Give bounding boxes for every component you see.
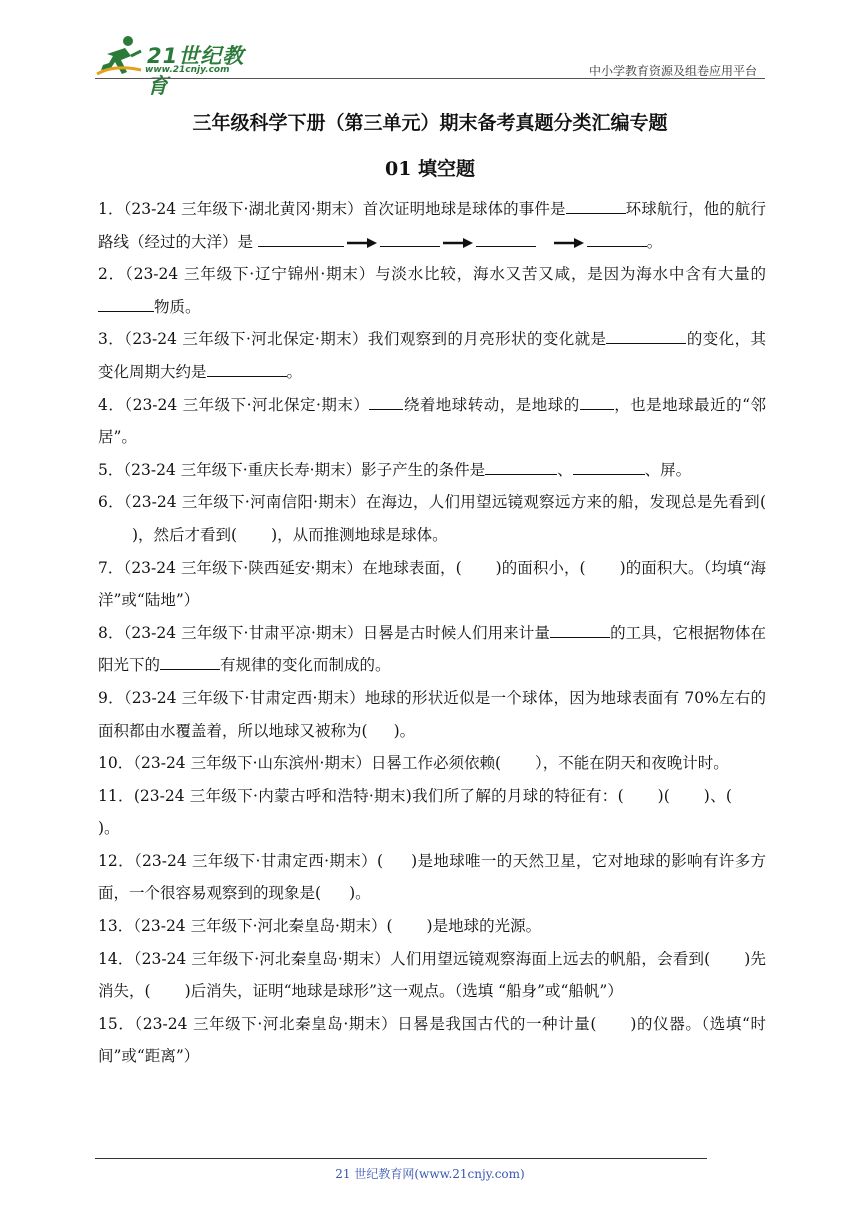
question-source: （23-24 三年级下·甘肃平凉·期末）: [123, 623, 363, 642]
question-number: 8．: [98, 623, 124, 642]
question-text: 环球航行，他的航行路线（经过的大洋）是: [98, 200, 766, 251]
question-number: 11．: [98, 786, 134, 805]
question-number: 13．: [98, 917, 134, 936]
question-1: [98, 193, 766, 258]
question-text: )、(: [703, 786, 732, 805]
question-8: [98, 617, 766, 682]
question-text: (: [377, 851, 384, 870]
question-text: 绕着地球转动，是地球的: [403, 395, 580, 414]
question-4: [98, 389, 766, 454]
answer-blank[interactable]: [573, 459, 645, 475]
question-text: )。: [98, 819, 120, 838]
question-text: 、屏。: [644, 460, 692, 479]
page-title: 三年级科学下册（第三单元）期末备考真题分类汇编专题: [192, 112, 668, 134]
question-text: )是地球的光源。: [426, 917, 542, 936]
arrow-right-icon: [443, 238, 473, 248]
question-14: [98, 943, 766, 1008]
question-source: （23-24 三年级下·重庆长寿·期末）: [123, 460, 362, 479]
page-header: [95, 30, 765, 98]
question-number: 2．: [98, 265, 126, 284]
question-2: [98, 258, 766, 323]
question-number: 12．: [98, 851, 134, 870]
answer-blank[interactable]: [160, 654, 220, 670]
question-10: [98, 747, 766, 780]
question-text: 我们所了解的月球的特征有：(: [411, 786, 624, 805]
question-number: 1．: [98, 200, 124, 218]
question-number: 14．: [98, 949, 134, 968]
question-source: （23-24 三年级下·辽宁锦州·期末）: [125, 265, 376, 284]
question-number: 4．: [98, 395, 125, 414]
header-divider: [95, 78, 765, 79]
question-text: 物质。: [154, 297, 201, 316]
answer-blank[interactable]: [580, 394, 614, 410]
question-source: （23-24 三年级下·河北保定·期末）: [124, 330, 368, 349]
question-source: （23-24 三年级下·河北秦皇岛·期末）: [133, 917, 387, 936]
answer-blank[interactable]: [476, 231, 536, 247]
answer-blank[interactable]: [369, 394, 403, 410]
question-text: ），不能在阴天和夜晚计时。: [535, 754, 729, 773]
question-text: 我们观察到的月亮形状的变化就是: [367, 330, 607, 349]
question-source: （23-24 三年级下·河北秦皇岛·期末）: [134, 1014, 398, 1033]
question-source: (23-24 三年级下·内蒙古呼和浩特·期末): [133, 786, 412, 805]
question-text: 有规律的变化而制成的。: [220, 656, 391, 675]
question-list: [98, 193, 766, 1073]
question-text: 影子产生的条件是: [361, 460, 486, 479]
answer-blank[interactable]: [550, 622, 610, 638]
question-text: 日晷是我国古代的一种计量(: [397, 1014, 597, 1033]
question-3: [98, 323, 766, 388]
question-source: （23-24 三年级下·河北秦皇岛·期末）: [133, 949, 391, 968]
answer-blank[interactable]: [380, 231, 440, 247]
page-footer[interactable]: 21 世纪教育网(www.21cnjy.com): [335, 1167, 525, 1181]
question-number: 6．: [98, 493, 124, 512]
question-text: )后消失，证明“地球是球形”这一观点。（选填 “船身”或“船帆”）: [184, 982, 623, 1001]
question-9: [98, 682, 766, 747]
question-12: [98, 845, 766, 910]
question-source: （23-24 三年级下·甘肃定西·期末）: [133, 851, 378, 870]
logo-text: 21世纪教育: [147, 44, 245, 98]
question-5: [98, 454, 766, 487]
arrow-right-icon: [347, 238, 377, 248]
question-6: [98, 486, 766, 551]
question-13: [98, 910, 766, 943]
section-title: 01 填空题: [384, 158, 476, 180]
question-text: 。: [646, 232, 663, 251]
question-text: (: [386, 917, 393, 936]
logo-url: www.21cnjy.com: [145, 65, 230, 75]
question-number: 5．: [98, 460, 124, 479]
question-text: )的仪器。（选填“时间”或“距离”）: [98, 1014, 766, 1066]
question-number: 9．: [98, 688, 124, 707]
question-source: （23-24 三年级下·陕西延安·期末）: [123, 558, 363, 577]
question-source: （23-24 三年级下·河南信阳·期末）: [123, 493, 366, 512]
question-text: 、: [557, 460, 573, 479]
question-number: 3．: [98, 330, 125, 349]
question-source: （23-24 三年级下·湖北黄冈·期末）: [123, 200, 363, 218]
question-text: 的变化，其变化周期大约是: [98, 330, 766, 381]
answer-blank[interactable]: [606, 328, 686, 344]
question-7: [98, 552, 766, 617]
question-text: )的面积大。（均填“海洋”或“陆地”）: [98, 558, 766, 610]
question-text: 首次证明地球是球体的事件是: [362, 200, 566, 218]
answer-blank[interactable]: [587, 231, 647, 247]
question-text: )先消失，(: [98, 949, 766, 1001]
question-text: 的工具，它根据物体在阳光下的: [98, 623, 766, 675]
question-number: 7．: [98, 558, 124, 577]
question-text: )。: [393, 721, 416, 740]
question-11: [98, 780, 766, 845]
question-number: 15．: [98, 1014, 135, 1033]
question-text: ，也是地球最近的“邻居”。: [98, 395, 766, 447]
question-source: （23-24 三年级下·山东滨州·期末）: [133, 754, 371, 773]
arrow-right-icon: [554, 238, 584, 248]
question-text: )。: [349, 884, 371, 903]
question-15: [98, 1008, 766, 1073]
footer-divider: [95, 1158, 707, 1159]
question-text: 在地球表面，(: [362, 558, 462, 577]
question-text: )是地球唯一的天然卫星，它对地球的影响有许多方面，一个很容易观察到的现象是(: [98, 851, 766, 903]
site-name: 中小学教育资源及组卷应用平台: [588, 64, 757, 78]
answer-blank[interactable]: [485, 459, 557, 475]
question-text: )，从而推测地球是球体。: [271, 525, 448, 544]
question-text: )的面积小，(: [495, 558, 586, 577]
question-source: （23-24 三年级下·河北保定·期末）: [124, 395, 370, 414]
answer-blank[interactable]: [207, 361, 287, 377]
question-text: 在海边，人们用望远镜观察远方来的船，发现总是先看到(: [365, 493, 766, 512]
question-text: )，然后才看到(: [132, 525, 238, 544]
answer-blank[interactable]: [258, 231, 344, 247]
question-text: 与淡水比较，海水又苦又咸，是因为海水中含有大量的: [375, 265, 766, 284]
answer-blank[interactable]: [98, 296, 154, 312]
answer-blank[interactable]: [566, 198, 626, 214]
question-text: 。: [286, 362, 303, 381]
runner-icon: [95, 34, 145, 78]
site-logo[interactable]: [95, 34, 265, 98]
question-source: （23-24 三年级下·甘肃定西·期末）: [123, 688, 365, 707]
question-text: 人们用望远镜观察海面上远去的帆船，会看到(: [390, 949, 711, 968]
question-text: )(: [657, 786, 670, 805]
question-text: 日晷工作必须依赖(: [370, 754, 502, 773]
question-text: 地球的形状近似是一个球体，因为地球表面有 70%左右的面积都由水覆盖着，所以地球又被称为(: [98, 688, 766, 740]
question-text: 日晷是古时候人们用来计量: [362, 623, 550, 642]
question-number: 10．: [98, 754, 134, 773]
